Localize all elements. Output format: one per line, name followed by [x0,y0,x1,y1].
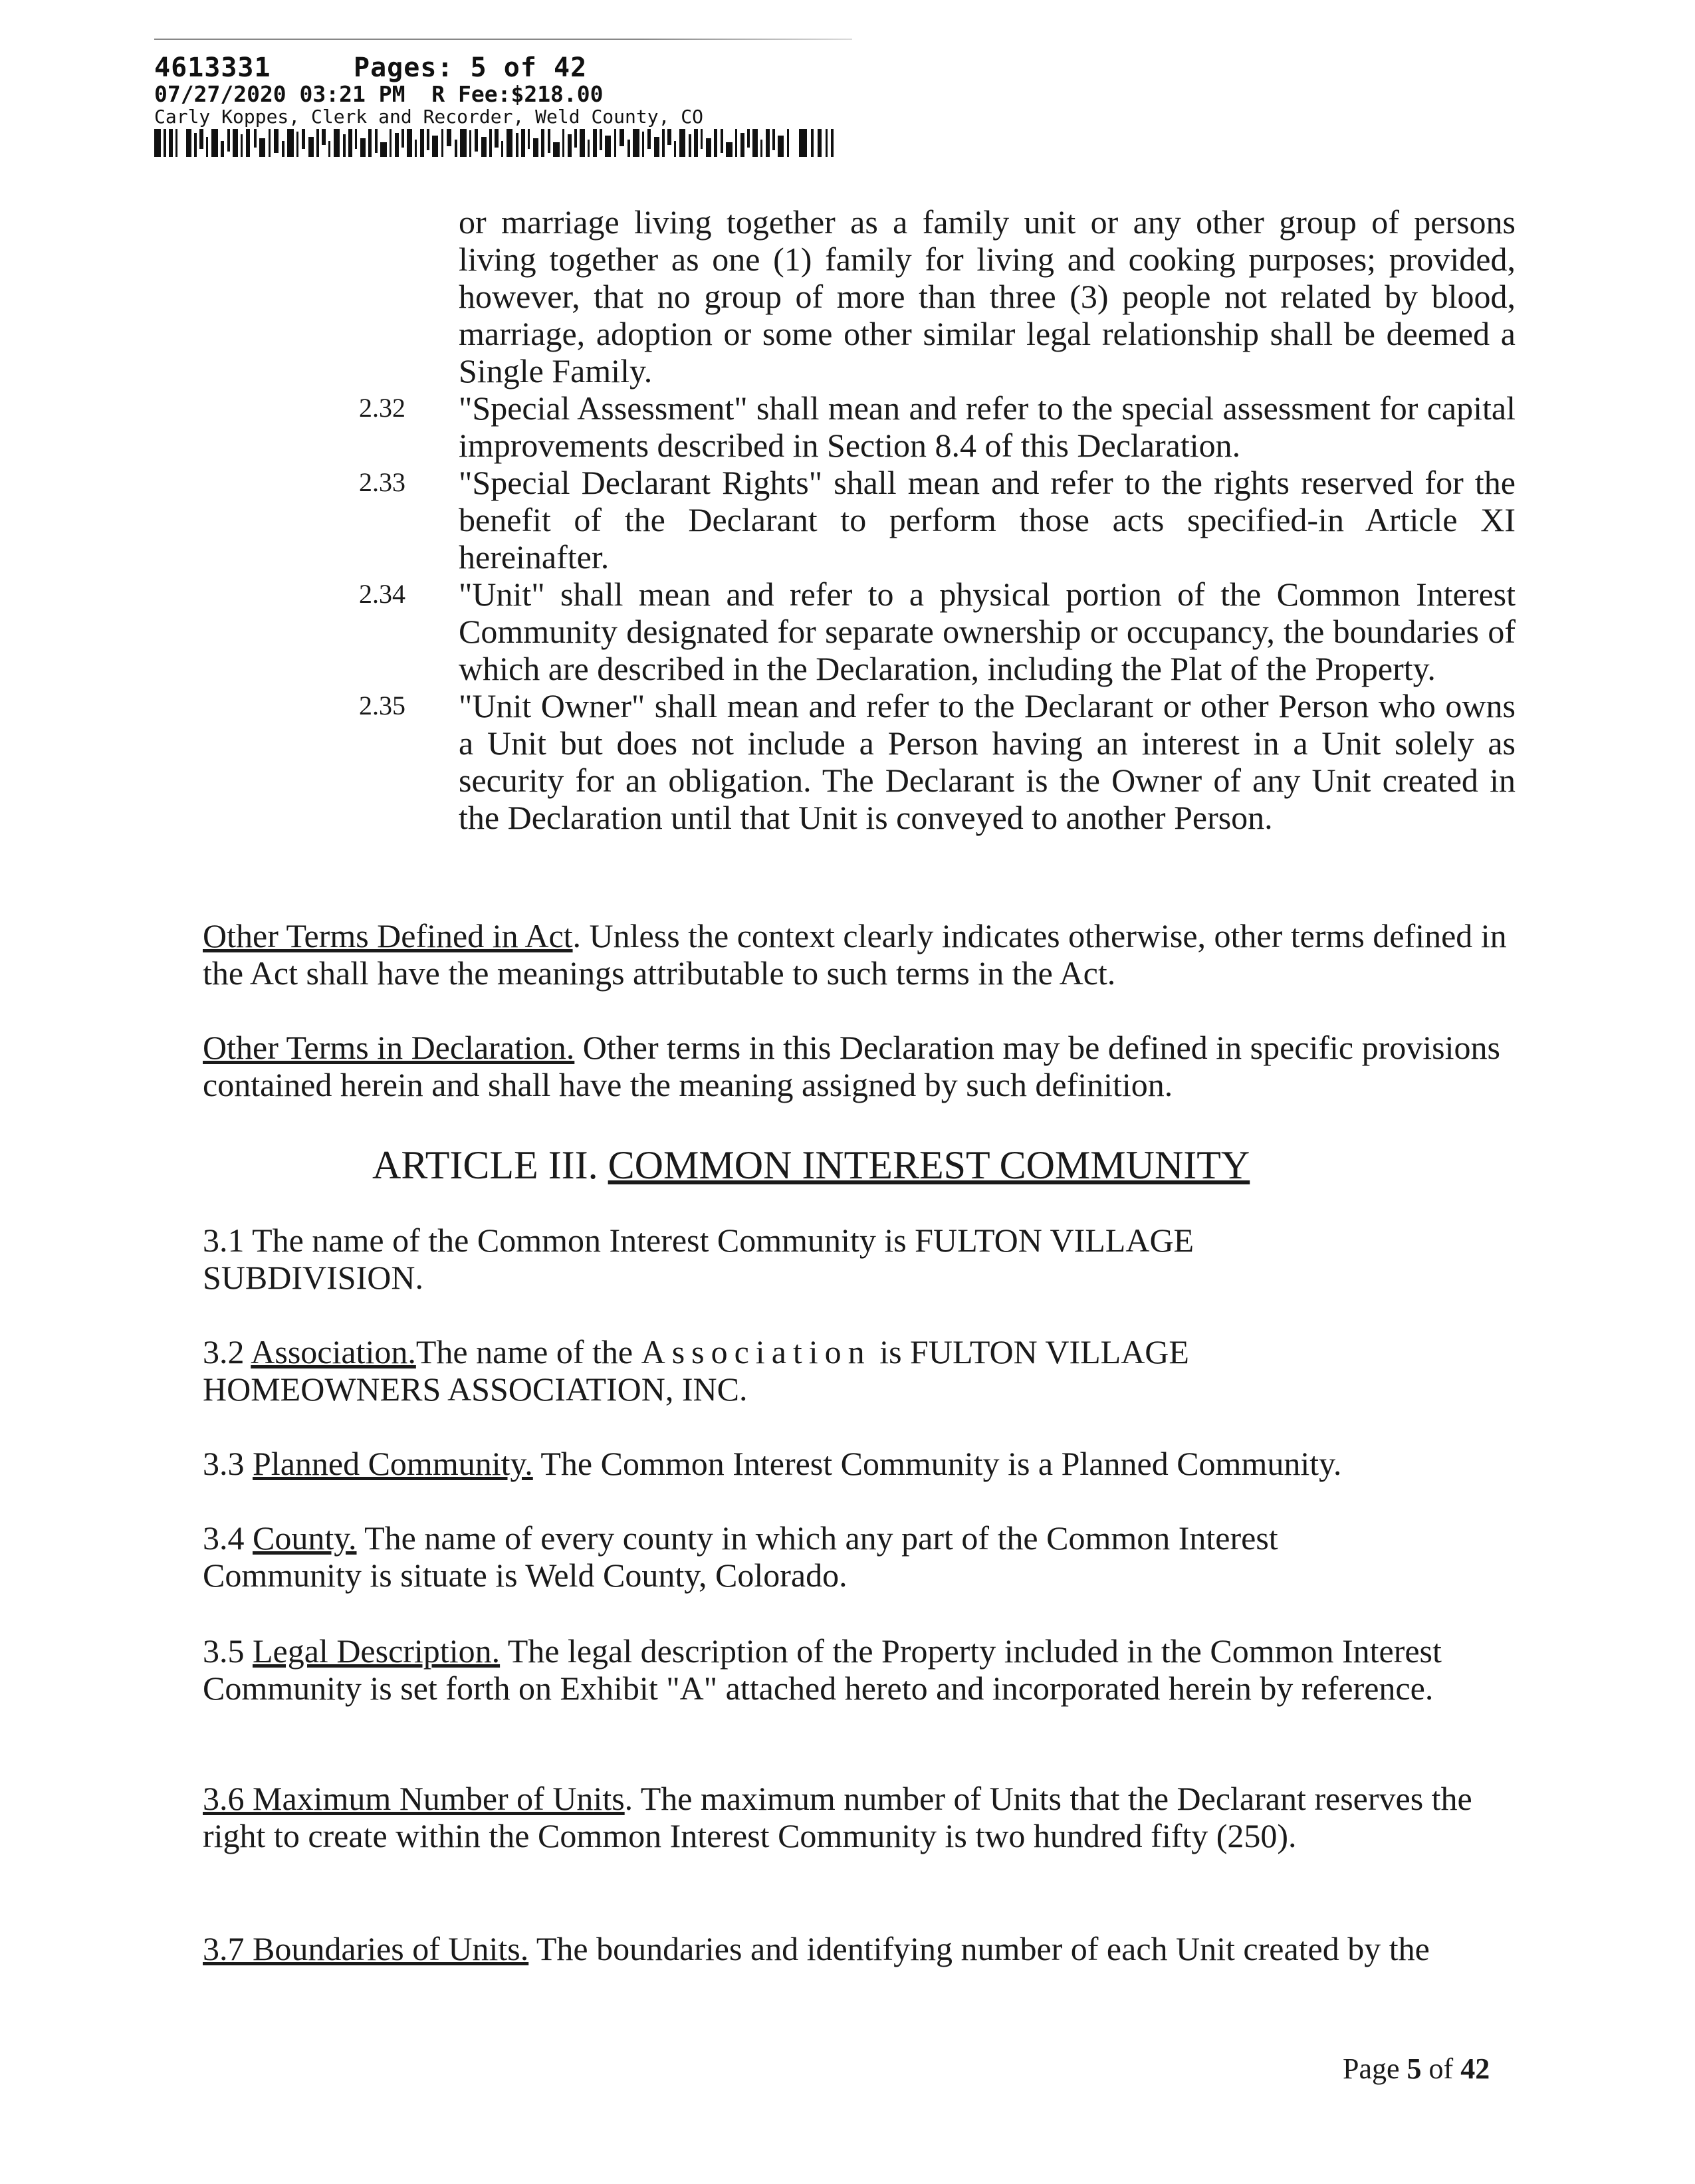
recorder-stamp [154,53,703,128]
section-3-4-title: County. [253,1519,357,1557]
definition-text: "Special Declarant Rights" shall mean and refer to the rights reserved for the benefit of the Declarant to perform those acts specified-in Article XI hereinafter. [459,464,1516,576]
section-3-7-text: The boundaries and identifying number of each Unit created by the [528,1930,1430,1967]
section-3-5-title: Legal Description. [253,1632,501,1670]
definition-text: "Unit" shall mean and refer to a physical portion of the Common Interest Community designated for separate ownership or occupancy, the boundaries of which are described in the Declaration, including the Plat of the Property. [459,576,1516,687]
stamp-recorder: Carly Koppes, Clerk and Recorder, Weld County, CO [154,106,704,128]
definition-number: 2.35 [359,691,405,720]
definition-2-33 [359,464,1516,576]
section-3-5 [203,1632,1516,1707]
footer-of-label: of [1428,2052,1454,2085]
page-footer [1343,2052,1490,2086]
section-3-4 [203,1519,1373,1594]
definition-2-34 [359,576,1516,687]
section-3-3-title: Planned Community. [253,1445,533,1482]
definition-intro-text: or marriage living together as a family unit or any other group of persons living together as one (1) family for living and cooking purposes; provided, however, that no group of more than three (3) people not related by blood, marriage, adoption or some other similar legal relationship shall be deemed a Single Family. [459,203,1516,389]
stamp-doc-number: 4613331 [154,53,271,83]
section-3-1-text: 3.1 The name of the Common Interest Community is FULTON VILLAGE SUBDIVISION. [203,1222,1194,1296]
section-number: 3.3 [203,1445,245,1482]
definition-2-35 [359,687,1516,836]
other-terms-act-title: Other Terms Defined in Act [203,917,573,954]
stamp-pages: Pages: 5 of 42 [354,53,588,83]
section-3-6-title: 3.6 Maximum Number of Units [203,1780,625,1817]
section-number: 3.2 [203,1333,245,1370]
other-terms-declaration-paragraph [203,1029,1516,1103]
definition-number: 2.34 [359,579,405,609]
section-3-7 [203,1930,1516,1967]
section-3-1 [203,1222,1333,1296]
section-3-4-text: The name of every county in which any part of the Common Interest Community is situate is Weld County, Colorado. [203,1519,1278,1594]
article-heading [372,1142,1250,1188]
definitions-list [359,203,1516,836]
section-3-5-text: The legal description of the Property included in the Common Interest Community is set forth on Exhibit "A" attached hereto and incorporated herein by reference. [203,1632,1442,1707]
section-3-2-title: Association. [251,1333,416,1370]
section-3-3 [203,1445,1516,1482]
section-3-3-text: The Common Interest Community is a Planned Community. [532,1445,1342,1482]
section-3-2-spaced-word: Association [641,1333,871,1370]
other-terms-act-text: . Unless the context clearly indicates otherwise, other terms defined in the Act shall have the meanings attributable to such terms in the Act. [203,917,1507,992]
section-3-2-text-b: is FULTON VILLAGE HOMEOWNERS ASSOCIATION, INC. [203,1333,1189,1408]
definition-text: "Unit Owner" shall mean and refer to the Declarant or other Person who owns a Unit but does not include a Person having an interest in a Unit solely as security for an obligation. The Declarant is the Owner of any Unit created in the Declaration until that Unit is conveyed to another Person. [459,687,1516,836]
section-number: 3.4 [203,1519,245,1557]
section-3-7-title: 3.7 Boundaries of Units. [203,1930,529,1967]
other-terms-declaration-text: Other terms in this Declaration may be defined in specific provisions contained herein and shall have the meaning assigned by such definition. [203,1029,1500,1103]
definition-number: 2.33 [359,467,405,497]
stamp-fee: R Fee:$218.00 [431,81,604,107]
definition-2-32 [359,389,1516,464]
section-3-6-text: . The maximum number of Units that the Declarant reserves the right to create within the Common Interest Community is two hundred fifty (250). [203,1780,1472,1854]
definition-continued [359,203,1516,389]
article-prefix: ARTICLE III. [372,1143,598,1187]
barcode-image [154,128,846,158]
other-terms-declaration-title: Other Terms in Declaration. [203,1029,575,1066]
section-3-2 [203,1333,1399,1408]
stamp-datetime: 07/27/2020 03:21 PM [154,81,405,107]
footer-page-number: 5 [1407,2052,1422,2085]
stamp-top-line [154,39,852,40]
section-3-2-text-a: The name of the [415,1333,633,1370]
definition-number: 2.32 [359,393,405,423]
footer-page-label: Page [1343,2052,1400,2085]
footer-total-pages: 42 [1460,2052,1490,2085]
definition-text: "Special Assessment" shall mean and refer to the special assessment for capital improvements described in Section 8.4 of this Declaration. [459,389,1516,464]
article-title: COMMON INTEREST COMMUNITY [608,1143,1250,1187]
section-number: 3.5 [203,1632,245,1670]
section-3-6 [203,1780,1516,1854]
other-terms-act-paragraph [203,917,1516,992]
